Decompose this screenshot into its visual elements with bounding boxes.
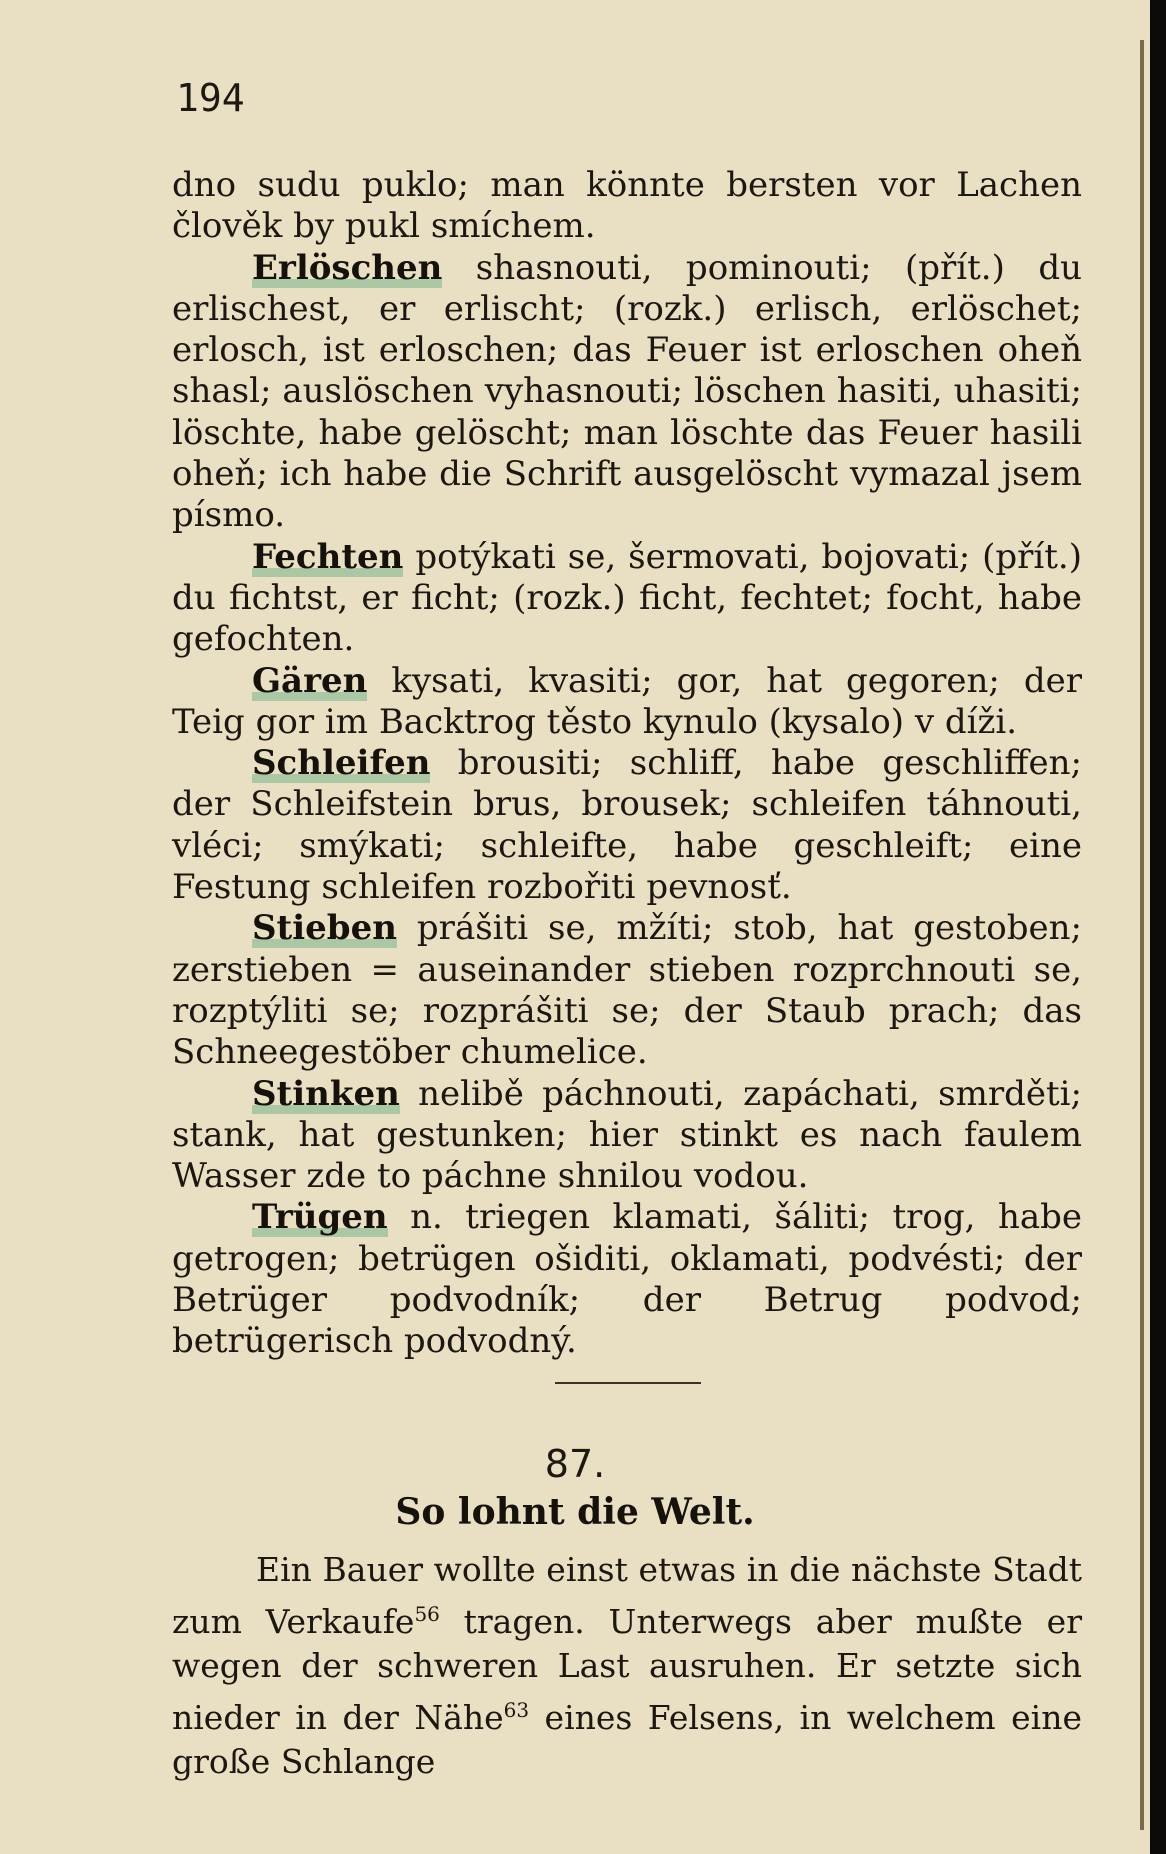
story-text-a: Ein Bauer wollte einst etwas in die nächste Stadt zum Verkaufe	[172, 1550, 1082, 1641]
entry-schleifen	[172, 743, 1082, 908]
headword: Fechten	[252, 536, 404, 577]
headword: Stieben	[252, 908, 397, 949]
entry-stieben	[172, 908, 1082, 1073]
entry-body: shasnouti, pominouti; (přít.) du erlischest, er erlischt; (rozk.) erlisch, erlöschet; erlosch, ist erloschen; das Feuer ist erloschen oheň shasl; auslöschen vyhasnouti; löschen hasiti, uhasiti; löschte, habe gelöscht; man löschte das Feuer hasili oheň; ich habe die Schrift ausgelöscht vymazal jsem písmo.	[172, 247, 1082, 536]
story-text-c: eines Felsens, in welchem eine große Schlange	[172, 1698, 1082, 1781]
page-edge	[1140, 40, 1144, 1830]
entry-garen	[172, 661, 1082, 744]
section-number: 87.	[544, 1442, 606, 1486]
page-number: 194	[176, 76, 245, 120]
entry-body: n. triegen klamati, šáliti; trog, habe getrogen; betrügen ošiditi, oklamati, podvésti; der Betrüger podvodník; der Betrug podvod; betrügerisch podvodný.	[172, 1197, 1083, 1362]
headword: Schleifen	[252, 743, 431, 784]
story-text-b: tragen. Unterwegs aber mußte er wegen der schweren Last ausruhen. Er setzte sich nieder in der Nähe	[172, 1602, 1082, 1737]
section-divider	[555, 1382, 701, 1384]
headword: Erlöschen	[252, 247, 443, 288]
entry-fechten	[172, 537, 1082, 661]
entry-stinken	[172, 1074, 1082, 1198]
entry-body: potýkati se, šermovati, bojovati; (přít.) du fichtst, er ficht; (rozk.) ficht, fechtet; focht, habe gefochten.	[172, 536, 1082, 660]
footnote-ref: 63	[503, 1698, 530, 1722]
headword: Trügen	[252, 1197, 388, 1238]
headword: Stinken	[252, 1073, 400, 1114]
entry-body: prášiti se, mžíti; stob, hat gestoben; zerstieben = auseinander stieben rozprchnouti se, rozptýliti se; rozprášiti se; der Staub prach; das Schneegestöber chumelice.	[172, 908, 1083, 1073]
entry-trugen	[172, 1197, 1082, 1362]
headword: Gären	[252, 660, 368, 701]
entry-body: kysati, kvasiti; gor, hat gegoren; der Teig gor im Backtrog těsto kynulo (kysalo) v díži.	[172, 660, 1083, 742]
footnote-ref: 56	[414, 1602, 440, 1626]
entry-body: nelibě páchnouti, zapáchati, smrděti; stank, hat gestunken; hier stinkt es nach faulem Wasser zde to páchne shnilou vodou.	[172, 1073, 1082, 1197]
section-title: So lohnt die Welt.	[395, 1491, 755, 1533]
entry-body: brousiti; schliff, habe geschliffen; der Schleifstein brus, brousek; schleifen táhnouti, vléci; smýkati; schleifte, habe geschleift; eine Festung schleifen rozbořiti pevnosť.	[172, 743, 1082, 908]
entry-continuation: dno sudu puklo; man könnte bersten vor Lachen člověk by pukl smíchem.	[172, 165, 1082, 247]
entry-erloschen	[172, 248, 1082, 537]
story-paragraph	[172, 1548, 1082, 1784]
glossary-text	[172, 165, 1082, 1363]
